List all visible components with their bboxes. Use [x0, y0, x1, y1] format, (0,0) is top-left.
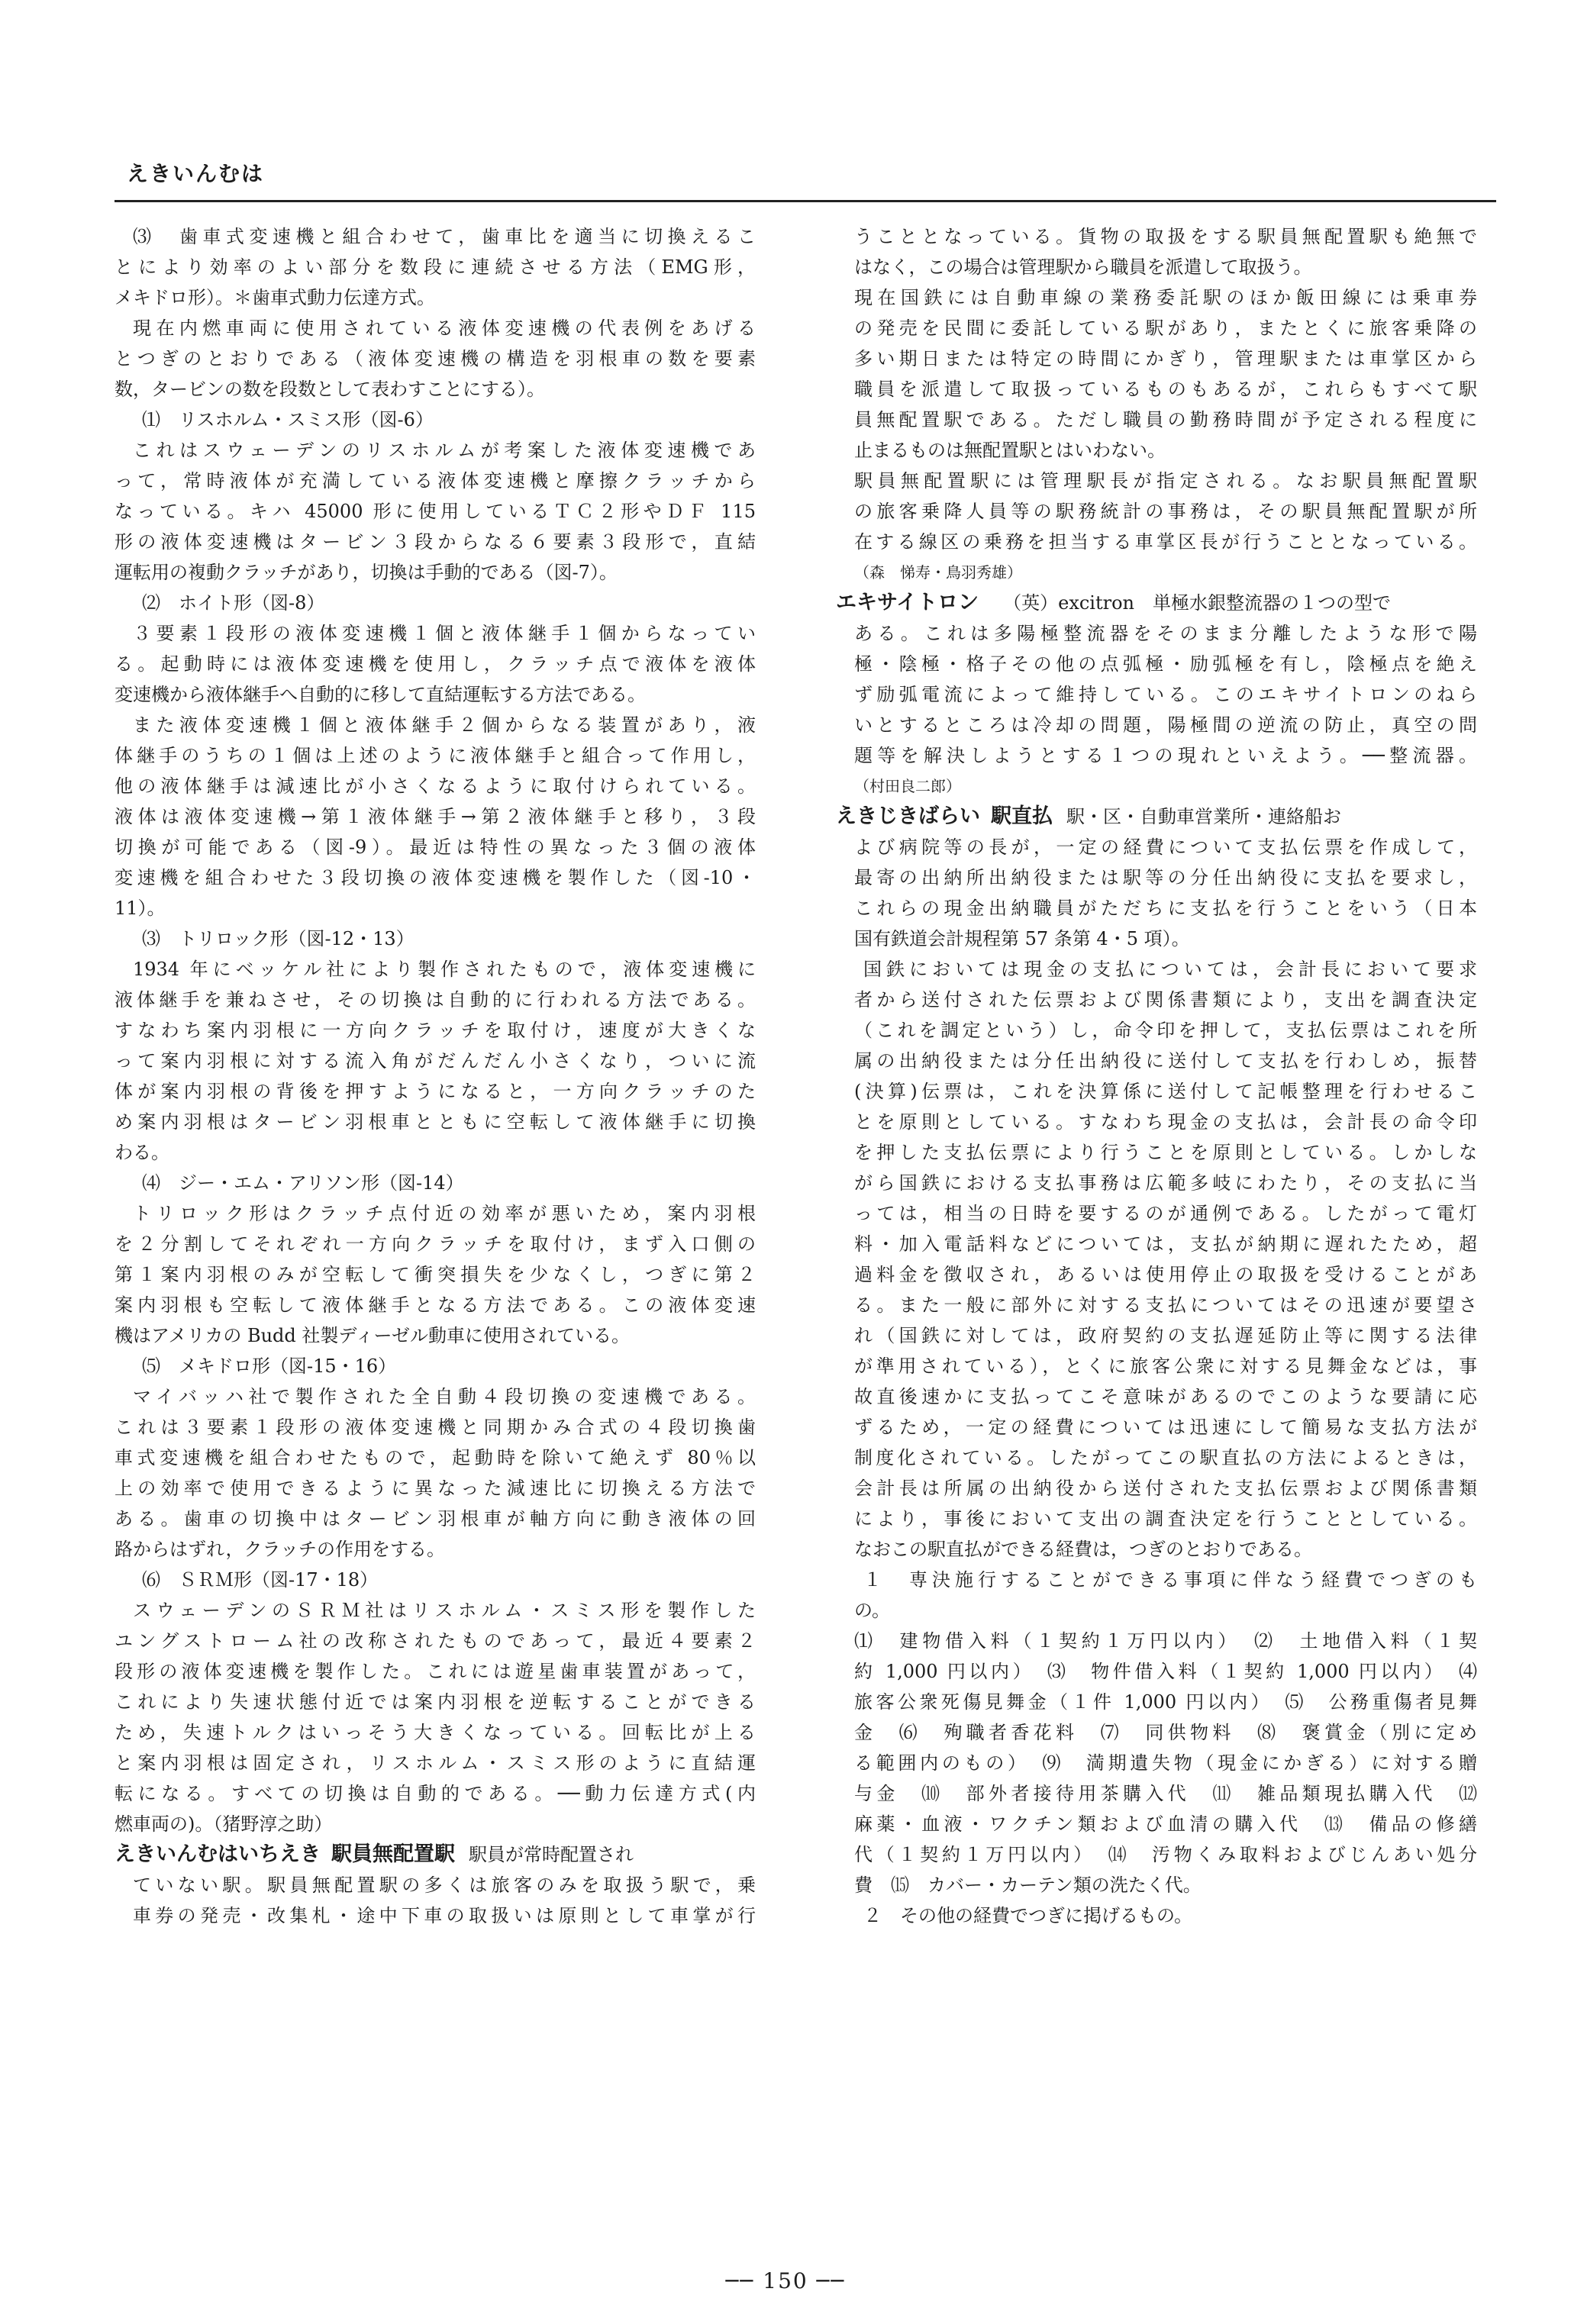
entry-headword-line	[836, 588, 1477, 618]
entry-headword-kanji: 駅員無配置駅	[331, 1842, 455, 1866]
text-line: 最寄の出納所出納役または駅等の分任出納役に支払を要求し，	[854, 867, 1477, 888]
text-line: よび病院等の長が，一定の経費について支払伝票を作成して，	[854, 836, 1477, 858]
text-line: 与金 ⑽ 部外者接待用茶購入代 ⑾ 雑品類現払購入代 ⑿	[854, 1783, 1477, 1804]
text-line: 止まるものは無配置駅とはいわない。	[854, 440, 1166, 461]
entry-headword-line	[115, 1839, 756, 1870]
text-line: すなわち案内羽根に一方向クラッチを取付け，速度が大きくな	[115, 1020, 756, 1041]
text-line: とを原則としている。すなわち現金の支払は，会計長の命令印	[854, 1111, 1477, 1133]
text-line: なおこの駅直払ができる経費は，つぎのとおりである。	[854, 1539, 1312, 1560]
text-line: 制度化されている。したがってこの駅直払の方法によるときは，	[854, 1447, 1477, 1468]
text-line: 上の効率で使用できるように異なった減速比に切換える方法で	[115, 1478, 756, 1499]
author-credit: （森 悌寿・鳥羽秀雄）	[854, 563, 1022, 582]
text-line: 料・加入電話料などについては，支払が納期に遅れたため，超	[854, 1233, 1477, 1255]
text-line: 液体は液体変速機→第１液体継手→第２液体継手と移り，３段	[115, 806, 756, 827]
text-line: いとするところは冷却の問題，陽極間の逆流の防止，真空の問	[854, 714, 1477, 736]
text-line: ていない駅。駅員無配置駅の多くは旅客のみを取扱う駅で，乗	[133, 1874, 756, 1896]
page-number: ── 150 ──	[725, 2268, 846, 2293]
text-line: って，常時液体が充満している液体変速機と摩擦クラッチから	[115, 470, 756, 492]
text-line: ⑶ 歯車式変速機と組合わせて，歯車比を適当に切換えるこ	[133, 226, 756, 247]
page-header-title: えきいんむは	[127, 161, 265, 186]
text-line: 他の液体継手は減速比が小さくなるように取付けられている。	[115, 775, 756, 797]
text-line: 体が案内羽根の背後を押すようになると，一方向クラッチのた	[115, 1081, 756, 1102]
text-line: れ（国鉄に対しては，政府契約の支払遅延防止等に関する法律	[854, 1325, 1477, 1346]
text-line: なっている。キハ 45000 形に使用しているＴＣ２形やＤＦ 115	[115, 501, 756, 522]
text-line: うこととなっている。貨物の取扱をする駅員無配置駅も絶無で	[854, 226, 1477, 247]
text-line: 国有鉄道会計規程第 57 条第 4・5 項）。	[854, 928, 1190, 949]
text-line: 属の出納役または分任出納役に送付して支払を行わしめ，振替	[854, 1050, 1477, 1072]
text-line: 極・陰極・格子その他の点弧極・励弧極を有し，陰極点を絶え	[854, 653, 1477, 675]
text-line: 液体継手を兼ねさせ，その切換は自動的に行われる方法である。	[115, 989, 756, 1011]
text-line: により，事後において支出の調査決定を行うこととしている。	[854, 1508, 1477, 1529]
text-line: ずるため，一定の経費については迅速にして簡易な支払方法が	[854, 1417, 1477, 1438]
text-line: ⑷ ジー・エム・アリソン形（図-14）	[142, 1172, 464, 1194]
left-column	[115, 221, 756, 1931]
text-line: また液体変速機１個と液体継手２個からなる装置があり，液	[133, 714, 756, 736]
text-line: ⑹ ＳＲＭ形（図-17・18）	[142, 1569, 379, 1591]
entry-definition-start: 駅・区・自動車営業所・連絡船お	[1066, 806, 1341, 827]
text-line: を押した支払伝票により行うことを原則としている。しかしな	[854, 1142, 1477, 1163]
text-line: 車式変速機を組合わせたもので，起動時を除いて絶えず 80％以	[115, 1447, 756, 1468]
text-line: 現在国鉄には自動車線の業務委託駅のほか飯田線には乗車券	[854, 287, 1477, 308]
right-column	[836, 221, 1477, 1931]
text-line: 職員を派遣して取扱っているものもあるが，これらもすべて駅	[854, 379, 1477, 400]
text-line: 金 ⑹ 殉職者香花料 ⑺ 同供物料 ⑻ 褒賞金（別に定め	[854, 1722, 1477, 1743]
text-line: の。	[854, 1600, 891, 1621]
text-line: 多い期日または特定の時間にかぎり，管理駅または車掌区から	[854, 348, 1477, 369]
text-line: 運転用の複動クラッチがあり，切換は手動的である（図-7）。	[115, 562, 618, 583]
text-line: 転になる。すべての切換は自動的である。──動力伝達方式(内	[115, 1783, 756, 1804]
text-line: 案内羽根も空転して液体継手となる方法である。この液体変速	[115, 1294, 756, 1316]
text-line: スウェーデンのＳＲＭ社はリスホルム・スミス形を製作した	[133, 1600, 756, 1621]
text-line: これは３要素１段形の液体変速機と同期かみ合式の４段切換歯	[115, 1417, 756, 1438]
text-line: る。起動時には液体変速機を使用し，クラッチ点で液体を液体	[115, 653, 756, 675]
text-line: これにより失速状態付近では案内羽根を逆転することができる	[115, 1691, 756, 1713]
text-line: 国鉄においては現金の支払については，会計長において要求	[863, 959, 1477, 980]
text-line: 会計長は所属の出納役から送付された支払伝票および関係書類	[854, 1478, 1477, 1499]
text-line: ある。歯車の切換中はタービン羽根車が軸方向に動き液体の回	[115, 1508, 756, 1529]
text-line: がら国鉄における支払事務は広範多岐にわたり，その支払に当	[854, 1172, 1477, 1194]
text-line: 体継手のうちの１個は上述のように液体継手と組合って作用し，	[115, 745, 756, 766]
entry-headword-kana: えきいんむはいちえき	[115, 1842, 321, 1866]
text-line: 段形の液体変速機を製作した。これには遊星歯車装置があって，	[115, 1661, 756, 1682]
text-line: メキドロ形）。＊歯車式動力伝達方式。	[115, 287, 435, 308]
text-line: る。また一般に部外に対する支払についてはその迅速が要望さ	[854, 1294, 1477, 1316]
text-line: （これを調定という）し，命令印を押して，支払伝票はこれを所	[854, 1020, 1477, 1041]
text-line: ３要素１段形の液体変速機１個と液体継手１個からなってい	[133, 623, 756, 644]
text-line: ⑶ トリロック形（図-12・13）	[142, 928, 415, 949]
entry-definition-start: （英）excitron 単極水銀整流器の１つの型で	[1003, 592, 1392, 614]
text-line: 燃車両の)。（猪野淳之助）	[115, 1813, 333, 1835]
text-line: 11）。	[115, 898, 166, 919]
text-line: これらの現金出納職員がただちに支払を行うことをいう（日本	[854, 898, 1477, 919]
text-line: 代（１契約１万円以内） ⒁ 汚物くみ取料およびじんあい処分	[854, 1844, 1477, 1865]
text-line: 切換が可能である（図-9）。最近は特性の異なった３個の液体	[115, 836, 756, 858]
text-line: の発売を民間に委託している駅があり，またとくに旅客乗降の	[854, 317, 1477, 339]
text-line: って案内羽根に対する流入角がだんだん小さくなり，ついに流	[115, 1050, 756, 1072]
text-line: とつぎのとおりである（液体変速機の構造を羽根車の数を要素	[115, 348, 756, 369]
text-line: 員無配置駅である。ただし職員の勤務時間が予定される程度に	[854, 409, 1477, 430]
text-line: を２分割してそれぞれ一方向クラッチを取付け，まず入口側の	[115, 1233, 756, 1255]
text-line: ⑴ 建物借入料（１契約１万円以内） ⑵ 土地借入料（１契	[854, 1630, 1477, 1652]
text-line: ⑸ メキドロ形（図-15・16）	[142, 1355, 397, 1377]
text-line: が準用されている），とくに旅客公衆に対する見舞金などは，事	[854, 1355, 1477, 1377]
text-line: 形の液体変速機はタービン３段からなる６要素３段形で，直結	[115, 531, 756, 553]
text-line: ⑴ リスホルム・スミス形（図-6）	[142, 409, 434, 430]
text-line: 旅客公衆死傷見舞金（１件 1,000 円以内） ⑸ 公務重傷者見舞	[854, 1691, 1477, 1713]
text-line: 駅員無配置駅には管理駅長が指定される。なお駅員無配置駅	[854, 470, 1477, 492]
text-line: 機はアメリカの Budd 社製ディーゼル動車に使用されている。	[115, 1325, 630, 1346]
text-line: 過料金を徴収され，あるいは使用停止の取扱を受けることがあ	[854, 1264, 1477, 1285]
text-line: マイバッハ社で製作された全自動４段切換の変速機である。	[133, 1386, 756, 1407]
text-line: (決算)伝票は，これを決算係に送付して記帳整理を行わせるこ	[854, 1081, 1477, 1102]
text-line: っては，相当の日時を要するのが通例である。したがって電灯	[854, 1203, 1477, 1224]
text-line: 者から送付された伝票および関係書類により，支出を調査決定	[854, 989, 1477, 1011]
text-line: 路からはずれ，クラッチの作用をする。	[115, 1539, 445, 1560]
text-line: ため，失速トルクはいっそう大きくなっている。回転比が上る	[115, 1722, 756, 1743]
text-line: 在する線区の乗務を担当する車掌区長が行うこととなっている。	[854, 531, 1477, 553]
text-line: ユングストローム社の改称されたものであって，最近４要素２	[115, 1630, 756, 1652]
text-line: 麻薬・血液・ワクチン類および血清の購入代 ⒀ 備品の修繕	[854, 1813, 1477, 1835]
text-line: 題等を解決しようとする１つの現れといえよう。──整流器。	[854, 745, 1477, 766]
entry-headword-kana: エキサイトロン	[836, 591, 979, 614]
text-line: ⑵ ホイト形（図-8）	[142, 592, 325, 614]
text-line: 変速機を組合わせた３段切換の液体変速機を製作した（図-10・	[115, 867, 756, 888]
text-line: 約 1,000 円以内） ⑶ 物件借入料（１契約 1,000 円以内） ⑷	[854, 1661, 1477, 1682]
text-line: １ 専決施行することができる事項に伴なう経費でつぎのも	[863, 1569, 1477, 1591]
author-credit: （村田良二郎）	[854, 777, 961, 795]
text-line: 第１案内羽根のみが空転して衝突損失を少なくし，つぎに第２	[115, 1264, 756, 1285]
text-line: る範囲内のもの） ⑼ 満期遺失物（現金にかぎる）に対する贈	[854, 1752, 1477, 1774]
text-line: これはスウェーデンのリスホルムが考案した液体変速機であ	[133, 440, 756, 461]
entry-definition-start: 駅員が常時配置され	[469, 1844, 634, 1865]
text-line: の旅客乗降人員等の駅務統計の事務は，その駅員無配置駅が所	[854, 501, 1477, 522]
entry-headword-kanji: 駅直払	[991, 804, 1053, 828]
text-line: と案内羽根は固定され，リスホルム・スミス形のように直結運	[115, 1752, 756, 1774]
text-line: 車券の発売・改集札・途中下車の取扱いは原則として車掌が行	[133, 1905, 756, 1926]
text-line: わる。	[115, 1142, 169, 1163]
text-line: ある。これは多陽極整流器をそのまま分離したような形で陽	[854, 623, 1477, 644]
text-line: トリロック形はクラッチ点付近の効率が悪いため，案内羽根	[133, 1203, 756, 1224]
text-line: ２ その他の経費でつぎに掲げるもの。	[863, 1905, 1193, 1926]
text-line: め案内羽根はタービン羽根車とともに空転して液体継手に切換	[115, 1111, 756, 1133]
entry-headword-kana: えきじきばらい	[836, 804, 980, 828]
entry-headword-line	[836, 801, 1477, 832]
text-line: 費 ⒂ カバー・カーテン類の洗たく代。	[854, 1874, 1202, 1896]
text-line: 1934 年にベッケル社により製作されたもので，液体変速機に	[133, 959, 756, 980]
text-line: 故直後速かに支払ってこそ意味があるのでこのような要請に応	[854, 1386, 1477, 1407]
text-line: 現在内燃車両に使用されている液体変速機の代表例をあげる	[133, 317, 756, 339]
text-line: ず励弧電流によって維持している。このエキサイトロンのねら	[854, 684, 1477, 705]
text-line: とにより効率のよい部分を数段に連続させる方法（EMG形，	[115, 256, 756, 278]
text-line: はなく，この場合は管理駅から職員を派遣して取扱う。	[854, 256, 1312, 278]
text-line: 数，タービンの数を段数として表わすことにする）。	[115, 379, 545, 400]
header-rule	[115, 200, 1496, 202]
text-line: 変速機から液体継手へ自動的に移して直結運転する方法である。	[115, 684, 646, 705]
